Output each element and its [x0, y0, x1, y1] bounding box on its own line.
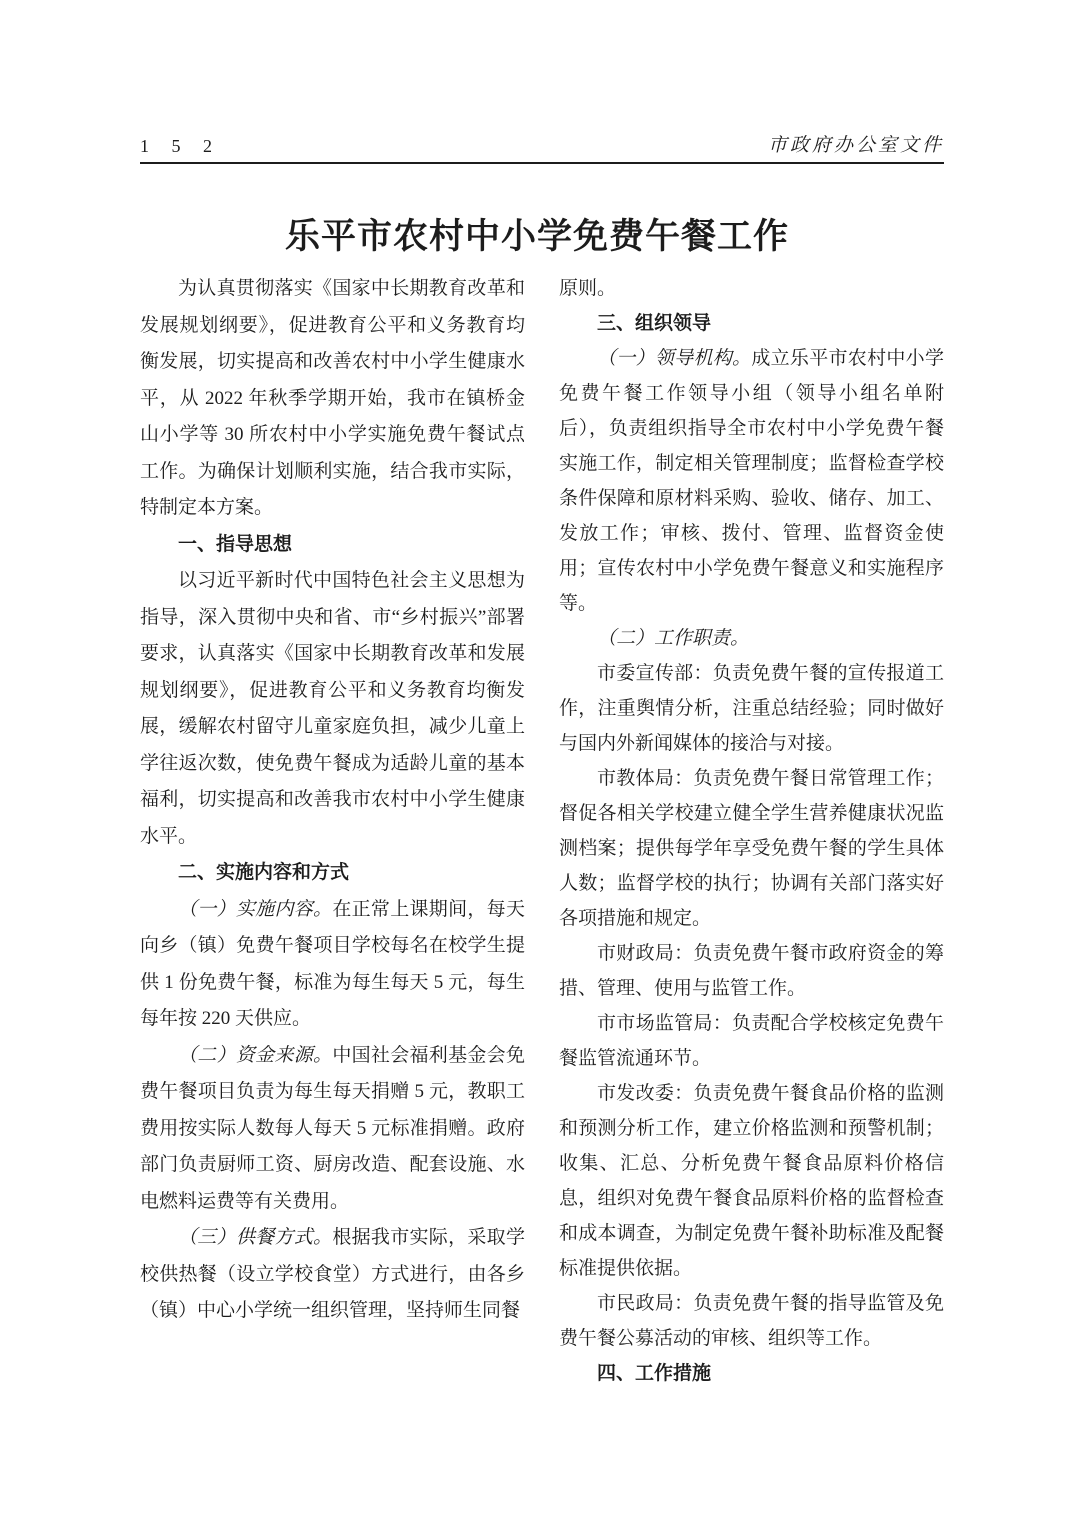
paragraph-lead-label: （二）资金来源。 [178, 1044, 333, 1066]
paragraph: （三）供餐方式。根据我市实际，采取学校供热餐（设立学校食堂）方式进行，由各乡（镇）中心小学统一组织管理，坚持师生同餐 [140, 1227, 525, 1321]
paragraph-lead-label: （一）领导机构。 [597, 348, 752, 369]
paragraph: 市委宣传部：负责免费午餐的宣传报道工作，注重舆情分析，注重总结经验；同时做好与国内外新闻媒体的接洽与对接。 [559, 663, 944, 754]
section-heading: 二、实施内容和方式 [178, 862, 350, 883]
column-left [140, 271, 525, 1391]
paragraph: 为认真贯彻落实《国家中长期教育改革和发展规划纲要》，促进教育公平和义务教育均衡发展，切实提高和改善农村中小学生健康水平，从 2022 年秋季学期开始，我市在镇桥金山小学等 30 所农村中小学实施免费午餐试点工作。为确保计划顺利实施，结合我市实际，特制定本方案。 [140, 278, 525, 518]
paragraph: 原则。 [559, 278, 617, 299]
header-divider [140, 162, 944, 164]
paragraph: （二）资金来源。中国社会福利基金会免费午餐项目负责为每生每天捐赠 5 元，教职工费用按实际人数每人每天 5 元标准捐赠。政府部门负责厨师工资、厨房改造、配套设施、水电燃料运费等有关费用。 [140, 1044, 525, 1212]
page-number: 1 5 2 [140, 136, 221, 156]
paragraph-lead-label: （二）工作职责。 [597, 628, 750, 649]
paragraph-lead-label: （一）实施内容。 [178, 898, 333, 920]
paragraph-lead-label: （三）供餐方式。 [178, 1227, 333, 1248]
document-title: 乐平市农村中小学免费午餐工作 [284, 217, 789, 257]
paragraph [559, 621, 944, 656]
paragraph: （一）领导机构。成立乐平市农村中小学免费午餐工作领导小组（领导小组名单附后），负责组织指导全市农村中小学免费午餐实施工作，制定相关管理制度；监督检查学校条件保障和原材料采购、验收、储存、加工、发放工作；审核、拨付、管理、监督资金使用；宣传农村中小学免费午餐意义和实施程序等。 [559, 348, 944, 614]
paragraph: 市发改委：负责免费午餐食品价格的监测和预测分析工作，建立价格监测和预警机制；收集、汇总、分析免费午餐食品原料价格信息，组织对免费午餐食品原料价格的监督检查和成本调查，为制定免费午餐补助标准及配餐标准提供依据。 [559, 1083, 944, 1279]
paragraph: 市民政局：负责免费午餐的指导监管及免费午餐公募活动的审核、组织等工作。 [559, 1293, 944, 1349]
section-heading: 一、指导思想 [178, 533, 293, 555]
paragraph: 以习近平新时代中国特色社会主义思想为指导，深入贯彻中央和省、市“乡村振兴”部署要求，认真落实《国家中长期教育改革和发展规划纲要》，促进教育公平和义务教育均衡发展，缓解农村留守儿童家庭负担，减少儿童上学往返次数，使免费午餐成为适龄儿童的基本福利，切实提高和改善我市农村中小学生健康水平。 [140, 570, 525, 847]
header-document-type: 市政府办公室文件 [767, 135, 944, 156]
paragraph: （一）实施内容。在正常上课期间，每天向乡（镇）免费午餐项目学校每名在校学生提供 1 份免费午餐，标准为每生每天 5 元，每生每年按 220 天供应。 [140, 898, 525, 1029]
paragraph: 市教体局：负责免费午餐日常管理工作；督促各相关学校建立健全学生营养健康状况监测档案；提供每学年享受免费午餐的学生具体人数；监督学校的执行；协调有关部门落实好各项措施和规定。 [559, 768, 944, 929]
body-columns [140, 271, 944, 1391]
column-right [559, 271, 944, 1391]
section-heading: 四、工作措施 [597, 1363, 712, 1384]
paragraph: 市财政局：负责免费午餐市政府资金的筹措、管理、使用与监管工作。 [559, 943, 944, 999]
section-heading: 三、组织领导 [597, 313, 712, 334]
paragraph: 市市场监管局：负责配合学校核定免费午餐监管流通环节。 [559, 1013, 944, 1069]
page-header [140, 130, 944, 157]
